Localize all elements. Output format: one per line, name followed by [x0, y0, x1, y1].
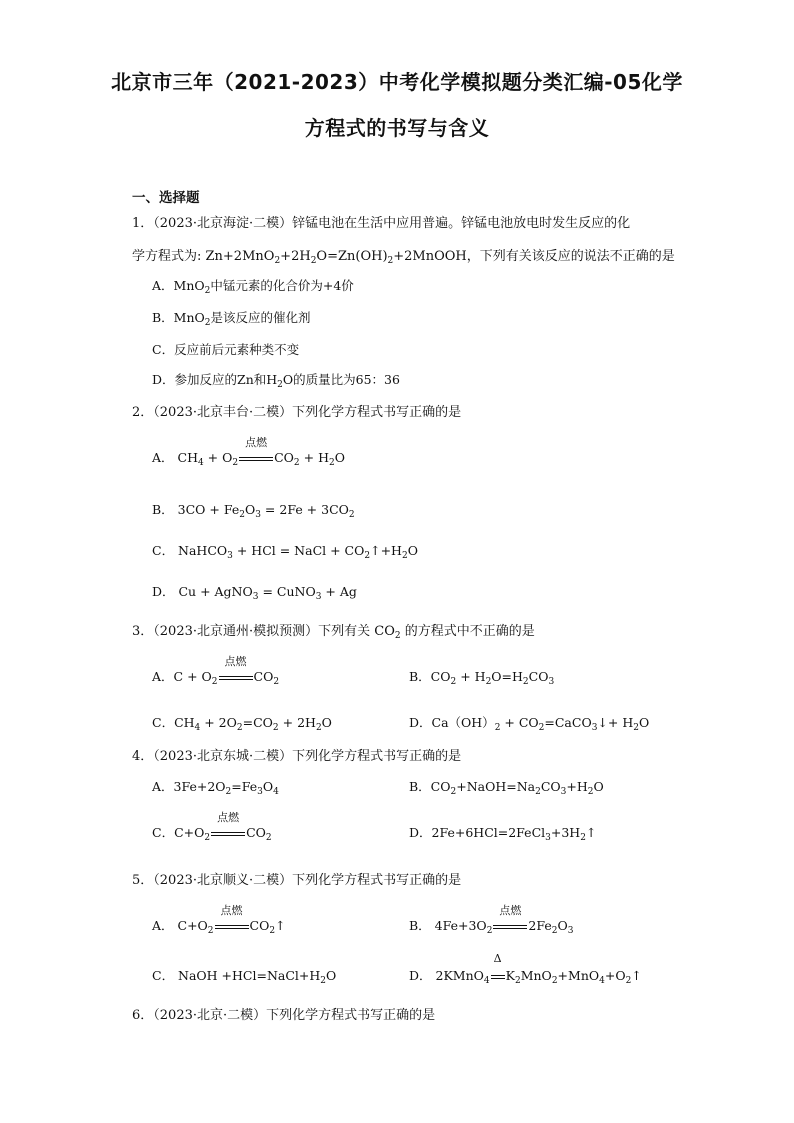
question-4-stem: 4．（2023·北京东城·二模）下列化学方程式书写正确的是	[132, 749, 462, 764]
question-2-stem: 2．（2023·北京丰台·二模）下列化学方程式书写正确的是	[132, 405, 462, 420]
question-5-option-d: D． 2KMnO$_4$ Δ $K_2MnO_2+MnO_4+O_2↑$	[409, 952, 642, 986]
condition-ignite: 点燃	[210, 825, 246, 840]
question-4-option-b: B．$CO_2+NaOH=Na_2CO_3+H_2O$	[409, 779, 604, 797]
condition-heat: Δ	[490, 968, 506, 983]
condition-ignite: 点燃	[218, 669, 254, 684]
question-2-option-d: D． Cu + AgNO$_3$ = CuNO$_3$ + Ag	[152, 584, 357, 602]
question-1-option-c: C．反应前后元素种类不变	[152, 342, 300, 357]
condition-ignite: 点燃	[214, 918, 250, 933]
question-1-stem-line1: 1．（2023·北京海淀·二模）锌锰电池在生活中应用普遍。锌锰电池放电时发生反应的化	[132, 216, 631, 231]
question-2-option-b: B． $3CO + Fe_2O_3 = 2Fe + 3CO_2$	[152, 502, 355, 520]
question-3-option-b: B．$CO_2 + H_2O=H_2CO_3$	[409, 669, 555, 687]
question-1-option-d: D．参加反应的Zn和$H_2O$的质量比为65：36	[152, 372, 400, 390]
question-1-option-a: A．MnO$_2$中锰元素的化合价为+4价	[152, 278, 354, 296]
question-1-option-b: B．MnO$_2$是该反应的催化剂	[152, 310, 311, 328]
question-5-option-c: C． NaOH $+HCl=NaCl+H_2O$	[152, 968, 337, 986]
question-6-stem: 6．（2023·北京·二模）下列化学方程式书写正确的是	[132, 1008, 436, 1023]
question-3-option-c: C．$CH_4 + 2O_2=CO_2 + 2H_2O$	[152, 715, 332, 733]
document-title-line1: 北京市三年（2021-2023）中考化学模拟题分类汇编-05化学	[111, 70, 683, 94]
question-3-option-d: D．$Ca(OH)_2$ + $CO_2=CaCO_3↓+ H_2O$	[409, 715, 650, 733]
question-4-option-a: A．$3Fe+2O_2=Fe_3O_4$	[152, 779, 279, 797]
question-5-stem: 5．（2023·北京顺义·二模）下列化学方程式书写正确的是	[132, 873, 462, 888]
condition-ignite: 点燃	[492, 918, 528, 933]
condition-ignite: 点燃	[238, 450, 274, 465]
question-5-option-a: A． $C+O_2$ 点燃 $CO_2↑$	[152, 904, 286, 936]
document-title-line2: 方程式的书写与含义	[304, 116, 490, 140]
question-4-option-d: D．$2Fe+6HCl=2FeCl_3+3H_2↑$	[409, 825, 597, 843]
question-2-option-c: C． NaHCO$_3$ + HCl = NaCl + $CO_2↑+H_2O$	[152, 543, 418, 561]
question-4-option-c: C．$C+O_2$ 点燃 $CO_2$	[152, 811, 272, 843]
question-1-stem-line2: 学方程式为: $Zn+2MnO_2+2H_2O=Zn(OH)_2+2MnOOH$，下列有关该反应的说法不正确的是	[132, 249, 675, 266]
question-3-stem: 3．（2023·北京通州·模拟预测）下列有关 $CO_2$ 的方程式中不正确的是	[132, 624, 535, 641]
question-2-option-a: A． $CH_4 + O_2$ 点燃 $CO_2 + H_2O$	[152, 436, 345, 468]
question-3-option-a: A．$C + O_2$ 点燃 $CO_2$	[152, 655, 280, 687]
question-5-option-b: B． $4Fe+3O_2$ 点燃 $2Fe_2O_3$	[409, 904, 574, 936]
section-heading: 一、选择题	[132, 190, 200, 206]
